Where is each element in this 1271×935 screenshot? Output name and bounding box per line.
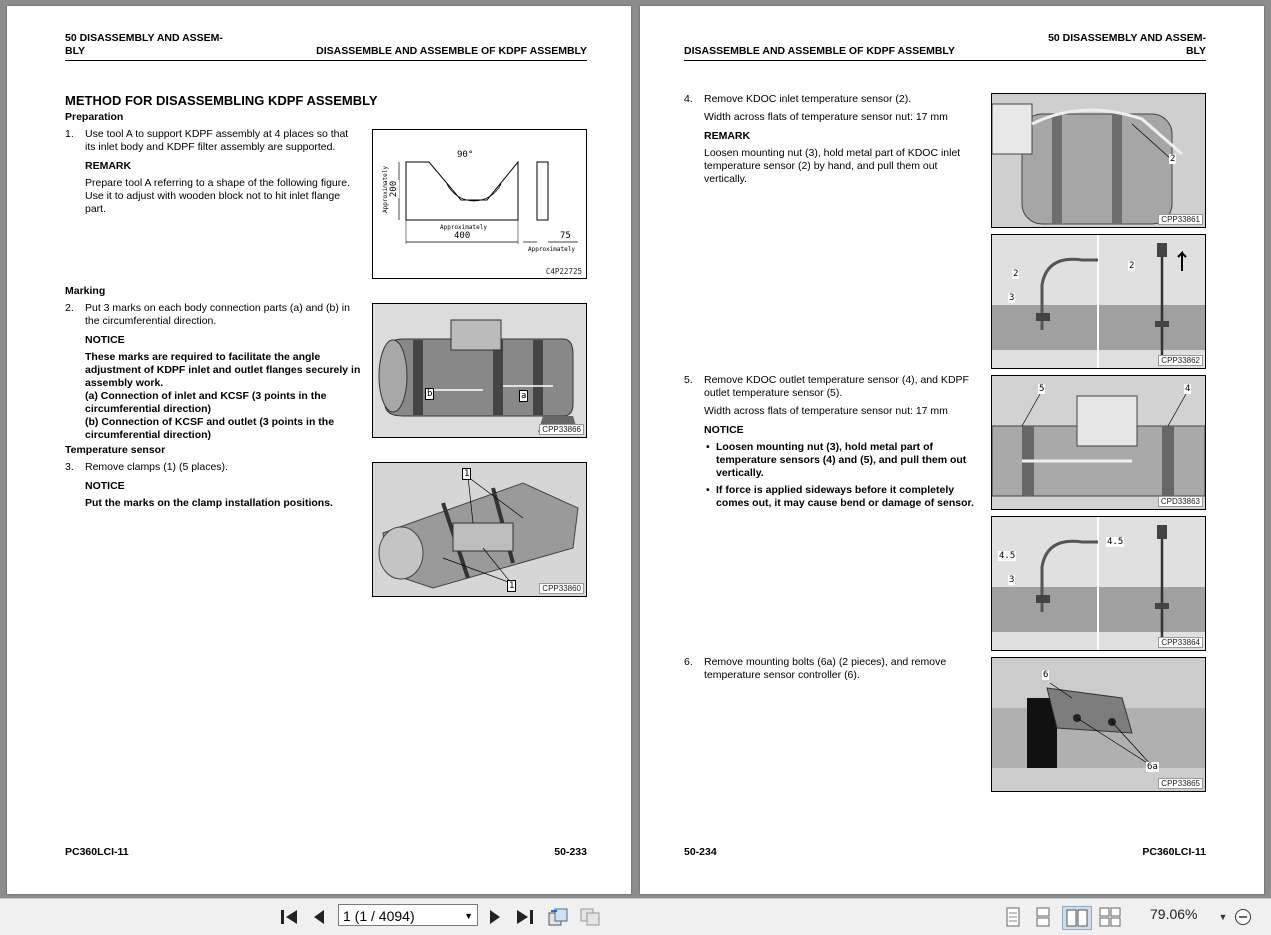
removal-illustration [992,235,1205,368]
height-approx-label: Approximately [381,166,389,213]
step-1 [65,128,361,221]
forward-view-icon[interactable] [578,906,602,928]
chevron-down-icon: ▼ [464,911,473,921]
header-title: DISASSEMBLE AND ASSEMBLE OF KDPF ASSEMBLY [316,45,587,57]
figure-code: CPP33860 [539,583,584,594]
sensor-2-label-left: 2 [1013,269,1019,279]
sensor-2-label: 2 [1170,154,1176,164]
right-page [640,6,1264,894]
clamp-label-bottom: 1 [509,581,515,591]
nut-3-label: 3 [1009,293,1015,303]
spec-text: Width across flats of temperature sensor nut: 17 mm [704,405,948,417]
marking-heading: Marking [65,285,106,297]
spec-text: Width across flats of temperature sensor nut: 17 mm [704,111,948,123]
kdoc-outlet-illustration [992,376,1205,509]
figure-code: CPP33865 [1158,778,1203,789]
sensor-2-label-right: 2 [1129,261,1135,271]
figure-code: CPD33863 [1158,496,1203,507]
angle-label: 90° [457,150,474,160]
step-3 [65,461,361,510]
figure-code: CPP33861 [1158,214,1203,225]
continuous-facing-icon[interactable] [1098,906,1122,928]
notice-bullet-2: • If force is applied sideways before it completely comes out, it may cause bend or damage of sensor. [704,484,982,510]
controller-illustration [992,658,1205,791]
figure-code: CPP33864 [1158,637,1203,648]
step-text: Remove KDOC outlet temperature sensor (4), and KDPF outlet temperature sensor (5). [704,374,969,399]
sensor-4-label: 4 [1185,384,1191,394]
step-number: 1. [65,128,74,140]
bolt-6a-label: 6a [1147,762,1158,772]
zoom-out-icon[interactable] [1232,906,1254,928]
tool-shape-svg [373,130,586,278]
header-section: 50 DISASSEMBLY AND ASSEM- BLY [1048,32,1206,57]
notice-label: NOTICE [704,424,744,436]
remark-label: REMARK [704,130,751,142]
footer-page-number: 50-234 [684,846,717,858]
step-text: Use tool A to support KDPF assembly at 4 places so that its inlet body and KDPF filter assembly are supported. [85,128,349,153]
figure-code: C4P22725 [545,267,582,276]
header-title: DISASSEMBLE AND ASSEMBLE OF KDPF ASSEMBLY [684,45,955,57]
step-number: 6. [684,656,693,668]
height-value: 200 [389,180,400,198]
step-5 [684,374,982,514]
figure-code: CPP33862 [1158,355,1203,366]
page-number-value: 1 (1 / 4094) [343,908,415,924]
notice-label: NOTICE [85,480,125,492]
thickness-approx-label: Approximately [528,246,575,253]
viewer-toolbar [0,898,1271,935]
page-number-select[interactable] [338,904,478,926]
header-section: 50 DISASSEMBLY AND ASSEM- BLY [65,32,223,57]
sensor-45-label-left: 4.5 [999,551,1016,561]
clamps-figure [372,462,587,597]
step-number: 2. [65,302,74,314]
step-number: 4. [684,93,693,105]
sensor-controller-figure [991,657,1206,792]
figure-code: CPP33866 [539,424,584,435]
kdoc-outlet-removal-figure [991,516,1206,651]
step-text: Remove clamps (1) (5 places). [85,461,228,473]
kdpf-marks-figure [372,303,587,438]
footer-page-number: 50-233 [554,846,587,858]
footer-model: PC360LCI-11 [65,846,129,858]
controller-6-label: 6 [1043,670,1049,680]
mark-a-label: a [521,391,527,401]
last-page-icon[interactable] [514,906,536,928]
temperature-sensor-heading: Temperature sensor [65,444,166,456]
notice-text: These marks are required to facilitate the angle adjustment of KDPF inlet and outlet flanges securely in assembly work. [85,351,361,389]
page-title: METHOD FOR DISASSEMBLING KDPF ASSEMBLY [65,93,378,108]
single-page-icon[interactable] [1002,906,1024,928]
sensor-45-label-right: 4.5 [1107,537,1124,547]
width-value: 400 [454,231,471,241]
remark-text: Loosen mounting nut (3), hold metal part of KDOC inlet temperature sensor (2) by hand, and pull them out vertically. [704,147,961,185]
step-text: Remove mounting bolts (6a) (2 pieces), and remove temperature sensor controller (6). [704,656,947,681]
step-2 [65,302,361,442]
remark-text: Prepare tool A referring to a shape of the following figure. Use it to adjust with wooden block not to hit inlet flange part. [85,177,350,215]
remark-label: REMARK [85,160,132,172]
removal-illustration-2 [992,517,1205,650]
notice-item-b: (b) Connection of KCSF and outlet (3 points in the circumferential direction) [85,416,335,441]
width-approx-label: Approximately [440,224,487,231]
first-page-icon[interactable] [278,906,300,928]
facing-icon[interactable] [1062,906,1092,930]
sensor-5-label: 5 [1039,384,1045,394]
zoom-dropdown-icon[interactable]: ▼ [1218,912,1228,922]
step-6 [684,656,982,687]
thickness-value: 75 [560,231,571,241]
kdoc-inlet-sensor-figure [991,93,1206,228]
nut-3-label: 3 [1009,575,1015,585]
step-number: 3. [65,461,74,473]
clamps-illustration [373,463,586,596]
kdpf-illustration [373,304,586,437]
step-number: 5. [684,374,693,386]
continuous-icon[interactable] [1032,906,1054,928]
notice-item-a: (a) Connection of inlet and KCSF (3 points in the circumferential direction) [85,390,327,415]
clamp-label-top: 1 [464,469,470,479]
preparation-heading: Preparation [65,111,124,123]
tool-a-drawing [372,129,587,279]
notice-label: NOTICE [85,334,125,346]
step-text: Remove KDOC inlet temperature sensor (2). [704,93,912,105]
next-page-icon[interactable] [486,906,504,928]
notice-text: Put the marks on the clamp installation positions. [85,497,333,509]
header-rule [684,60,1206,61]
kdoc-outlet-sensor-figure [991,375,1206,510]
left-page [7,6,631,894]
footer-model: PC360LCI-11 [1142,846,1206,858]
header-rule [65,60,587,61]
notice-bullet-1: • Loosen mounting nut (3), hold metal part of temperature sensors (4) and (5), and pull them out vertically. [704,441,982,480]
step-text: Put 3 marks on each body connection parts (a) and (b) in the circumferential direction. [85,302,350,327]
kdoc-inlet-removal-figure [991,234,1206,369]
prev-page-icon[interactable] [310,906,328,928]
back-view-icon[interactable] [546,906,570,928]
zoom-level[interactable]: 79.06% [1150,906,1198,922]
step-4 [684,93,982,191]
mark-b-label: b [427,389,433,399]
